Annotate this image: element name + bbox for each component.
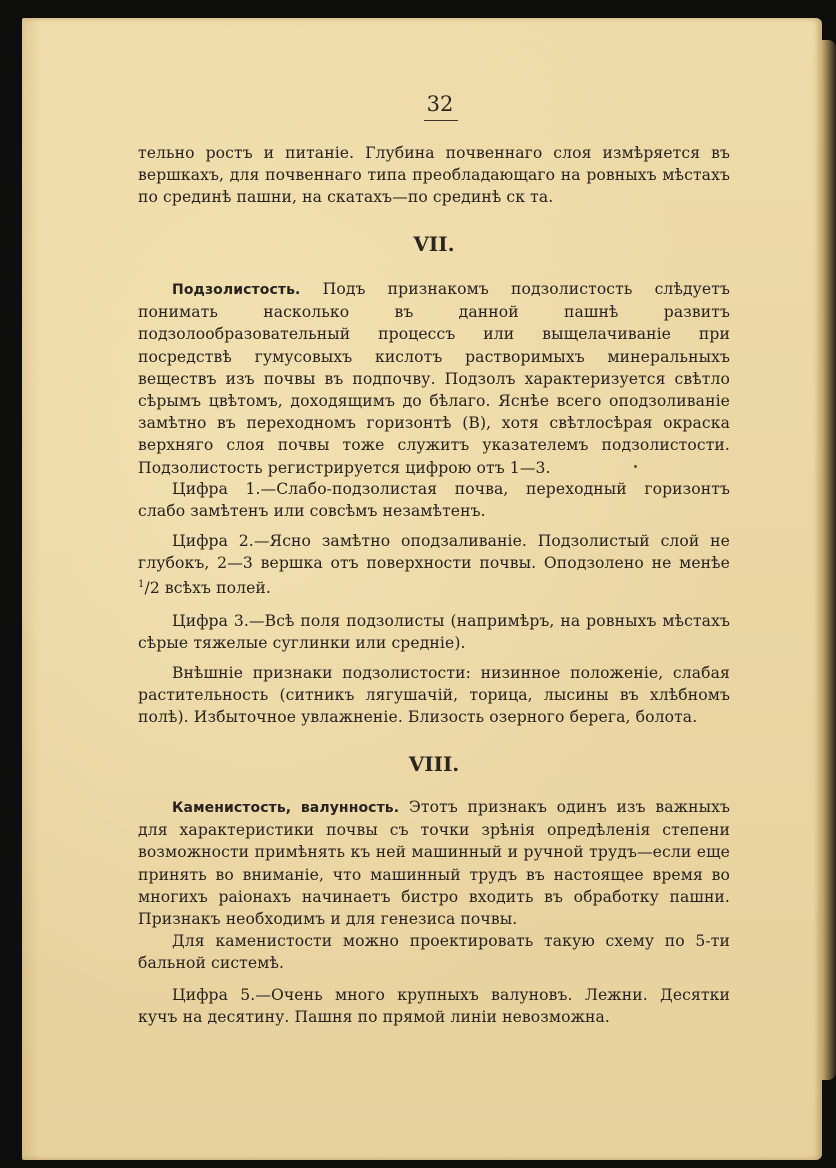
scheme-text: Для каменистости можно проектировать такую схему по 5-ти бальной системѣ. <box>138 932 730 973</box>
fraction-numerator: 1 <box>138 579 145 591</box>
section-7-lead: Подзолистость. <box>172 282 301 298</box>
section-8-lead: Каменистость, валунность. <box>172 800 400 816</box>
section-8-body: Этотъ признакъ одинъ изъ важныхъ для характеристики почвы съ точки зрѣнія опредѣленія степени возможности примѣнять къ ней машинный и ручной трудъ—если еще принять во вниманіе, что машинный трудъ въ настоящее время во многихъ раіонахъ начинаетъ бистро входить въ обработку пашни. Признакъ необходимъ и для генезиса почвы. <box>138 798 730 929</box>
digit-2-text: Цифра 2.—Ясно замѣтно оподзаливаніе. Подзолистый слой не глубокъ, 2—3 вершка отъ поверхности почвы. Оподзолено не менѣе <box>138 532 730 573</box>
signs-paragraph <box>138 662 730 729</box>
scheme-paragraph <box>138 930 730 974</box>
digit-2-paragraph <box>138 530 730 600</box>
section-7-paragraph <box>138 278 730 479</box>
page-number-rule <box>424 120 458 121</box>
digit-5-paragraph <box>138 984 730 1028</box>
signs-text: Внѣшніе признаки подзолистости: низинное положеніе, слабая растительность (ситникъ лягушачій, торица, лысины въ хлѣбномъ полѣ). Избыточное увлажненіе. Близость озерного берега, болота. <box>138 664 730 727</box>
section-7-body: Подъ признакомъ подзолистость слѣдуетъ понимать насколько въ данной пашнѣ развитъ подзолообразовательный процессъ или выщелачиваніе при посредствѣ гумусовыхъ кислотъ растворимыхъ минеральныхъ веществъ изъ почвы въ подпочву. Подзолъ характеризуется свѣтло сѣрымъ цвѣтомъ, доходящимъ до бѣлаго. Яснѣе всего оподзоливаніе замѣтно въ переходномъ горизонтѣ (В), хотя свѣтлосѣрая окраска верхняго слоя почвы тоже служитъ указателемъ подзолистости. Подзолистость регистрируется цифрою отъ 1—3. <box>138 280 730 477</box>
digit-1-text: Цифра 1.—Слабо-подзолистая почва, переходный горизонтъ слабо замѣтенъ или совсѣмъ незамѣтенъ. <box>138 480 730 521</box>
digit-5-text: Цифра 5.—Очень много крупныхъ валуновъ. Лежни. Десятки кучъ на десятину. Пашня по прямой линіи невозможна. <box>138 986 730 1027</box>
section-7-heading: VII. <box>413 232 455 256</box>
ink-speck <box>634 465 637 468</box>
section-8-heading: VIII. <box>408 752 460 776</box>
section-8-paragraph <box>138 796 730 930</box>
intro-paragraph: тельно ростъ и питаніе. Глубина почвеннаго слоя измѣряется въ вершкахъ, для почвеннаго типа преобладающаго на ровныхъ мѣстахъ по срединѣ пашни, на скатахъ—по срединѣ ск та. <box>138 144 730 207</box>
digit-2-text-end: /2 всѣхъ полей. <box>144 579 271 598</box>
digit-3-paragraph <box>138 610 730 654</box>
page-number: 32 <box>426 92 454 116</box>
digit-1-paragraph <box>138 478 730 522</box>
digit-3-text: Цифра 3.—Всѣ поля подзолисты (напримѣръ, на ровныхъ мѣстахъ сѣрые тяжелые суглинки или средніе). <box>138 612 730 653</box>
